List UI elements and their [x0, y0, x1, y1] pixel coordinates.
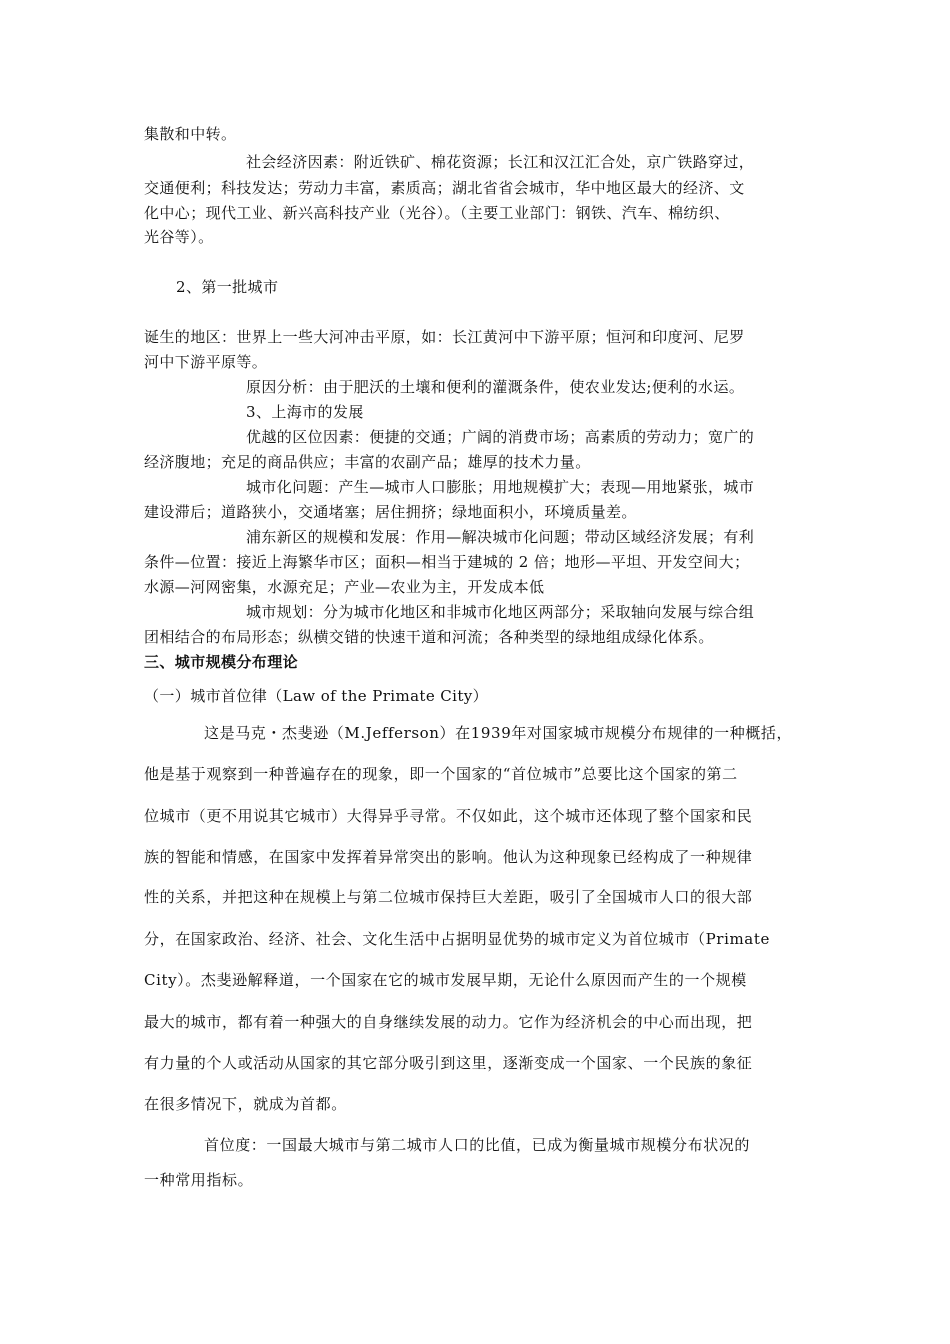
text-line: 优越的区位因素：便捷的交通；广阔的消费市场；高素质的劳动力；宽广的 — [246, 428, 755, 446]
section-heading: 2、第一批城市 — [176, 278, 279, 296]
subsection-heading: （一）城市首位律（Law of the Primate City） — [144, 687, 489, 705]
text-line: City）。杰斐逊解释道，一个国家在它的城市发展早期，无论什么原因而产生的一个规模 — [144, 971, 747, 989]
text-line: 位城市（更不用说其它城市）大得异乎寻常。不仅如此，这个城市还体现了整个国家和民 — [144, 807, 753, 825]
text-line: 一种常用指标。 — [144, 1171, 254, 1189]
text-line: 诞生的地区：世界上一些大河冲击平原，如：长江黄河中下游平原；恒河和印度河、尼罗 — [144, 328, 745, 346]
text-line: 集散和中转。 — [144, 125, 237, 143]
text-line: 在很多情况下，就成为首都。 — [144, 1095, 347, 1113]
chapter-heading: 三、城市规模分布理论 — [144, 653, 299, 671]
text-line: 他是基于观察到一种普遍存在的现象，即一个国家的“首位城市”总要比这个国家的第二 — [144, 765, 738, 783]
text-line: 原因分析：由于肥沃的土壤和便利的灌溉条件，使农业发达;便利的水运。 — [246, 378, 745, 396]
text-line: 团相结合的布局形态；纵横交错的快速干道和河流；各种类型的绿地组成绿化体系。 — [144, 628, 714, 646]
text-line: 城市规划：分为城市化地区和非城市化地区两部分；采取轴向发展与综合组 — [246, 603, 755, 621]
text-line: 经济腹地；充足的商品供应；丰富的农副产品；雄厚的技术力量。 — [144, 453, 591, 471]
text-line: 分，在国家政治、经济、社会、文化生活中占据明显优势的城市定义为首位城市（Primate — [144, 930, 770, 948]
text-line: 最大的城市，都有着一种强大的自身继续发展的动力。它作为经济机会的中心而出现，把 — [144, 1013, 753, 1031]
text-line: 这是马克・杰斐逊（M.Jefferson）在1939年对国家城市规模分布规律的一种概括， — [204, 724, 793, 742]
text-line: 交通便利；科技发达；劳动力丰富，素质高；湖北省省会城市，华中地区最大的经济、文 — [144, 179, 745, 197]
text-line: 性的关系，并把这种在规模上与第二位城市保持巨大差距，吸引了全国城市人口的很大部 — [144, 888, 753, 906]
text-line: 族的智能和情感，在国家中发挥着异常突出的影响。他认为这种现象已经构成了一种规律 — [144, 848, 753, 866]
text-line: 河中下游平原等。 — [144, 353, 268, 371]
text-line: 光谷等）。 — [144, 228, 214, 246]
text-line: 城市化问题：产生—城市人口膨胀；用地规模扩大；表现—用地紧张，城市 — [246, 478, 755, 496]
section-heading: 3、上海市的发展 — [246, 403, 364, 421]
text-line: 浦东新区的规模和发展：作用—解决城市化问题；带动区域经济发展；有利 — [246, 528, 755, 546]
text-line: 社会经济因素：附近铁矿、棉花资源；长江和汉江汇合处，京广铁路穿过， — [246, 153, 755, 171]
text-line: 首位度：一国最大城市与第二城市人口的比值，已成为衡量城市规模分布状况的 — [204, 1136, 751, 1154]
text-line: 有力量的个人或活动从国家的其它部分吸引到这里，逐渐变成一个国家、一个民族的象征 — [144, 1054, 753, 1072]
text-line: 化中心；现代工业、新兴高科技产业（光谷）。（主要工业部门：钢铁、汽车、棉纺织、 — [144, 204, 730, 222]
text-line: 建设滞后；道路狭小，交通堵塞；居住拥挤；绿地面积小，环境质量差。 — [144, 503, 637, 521]
text-line: 水源—河网密集，水源充足；产业—农业为主，开发成本低 — [144, 578, 545, 596]
text-line: 条件—位置：接近上海繁华市区；面积—相当于建城的 2 倍；地形—平坦、开发空间大； — [144, 553, 750, 571]
